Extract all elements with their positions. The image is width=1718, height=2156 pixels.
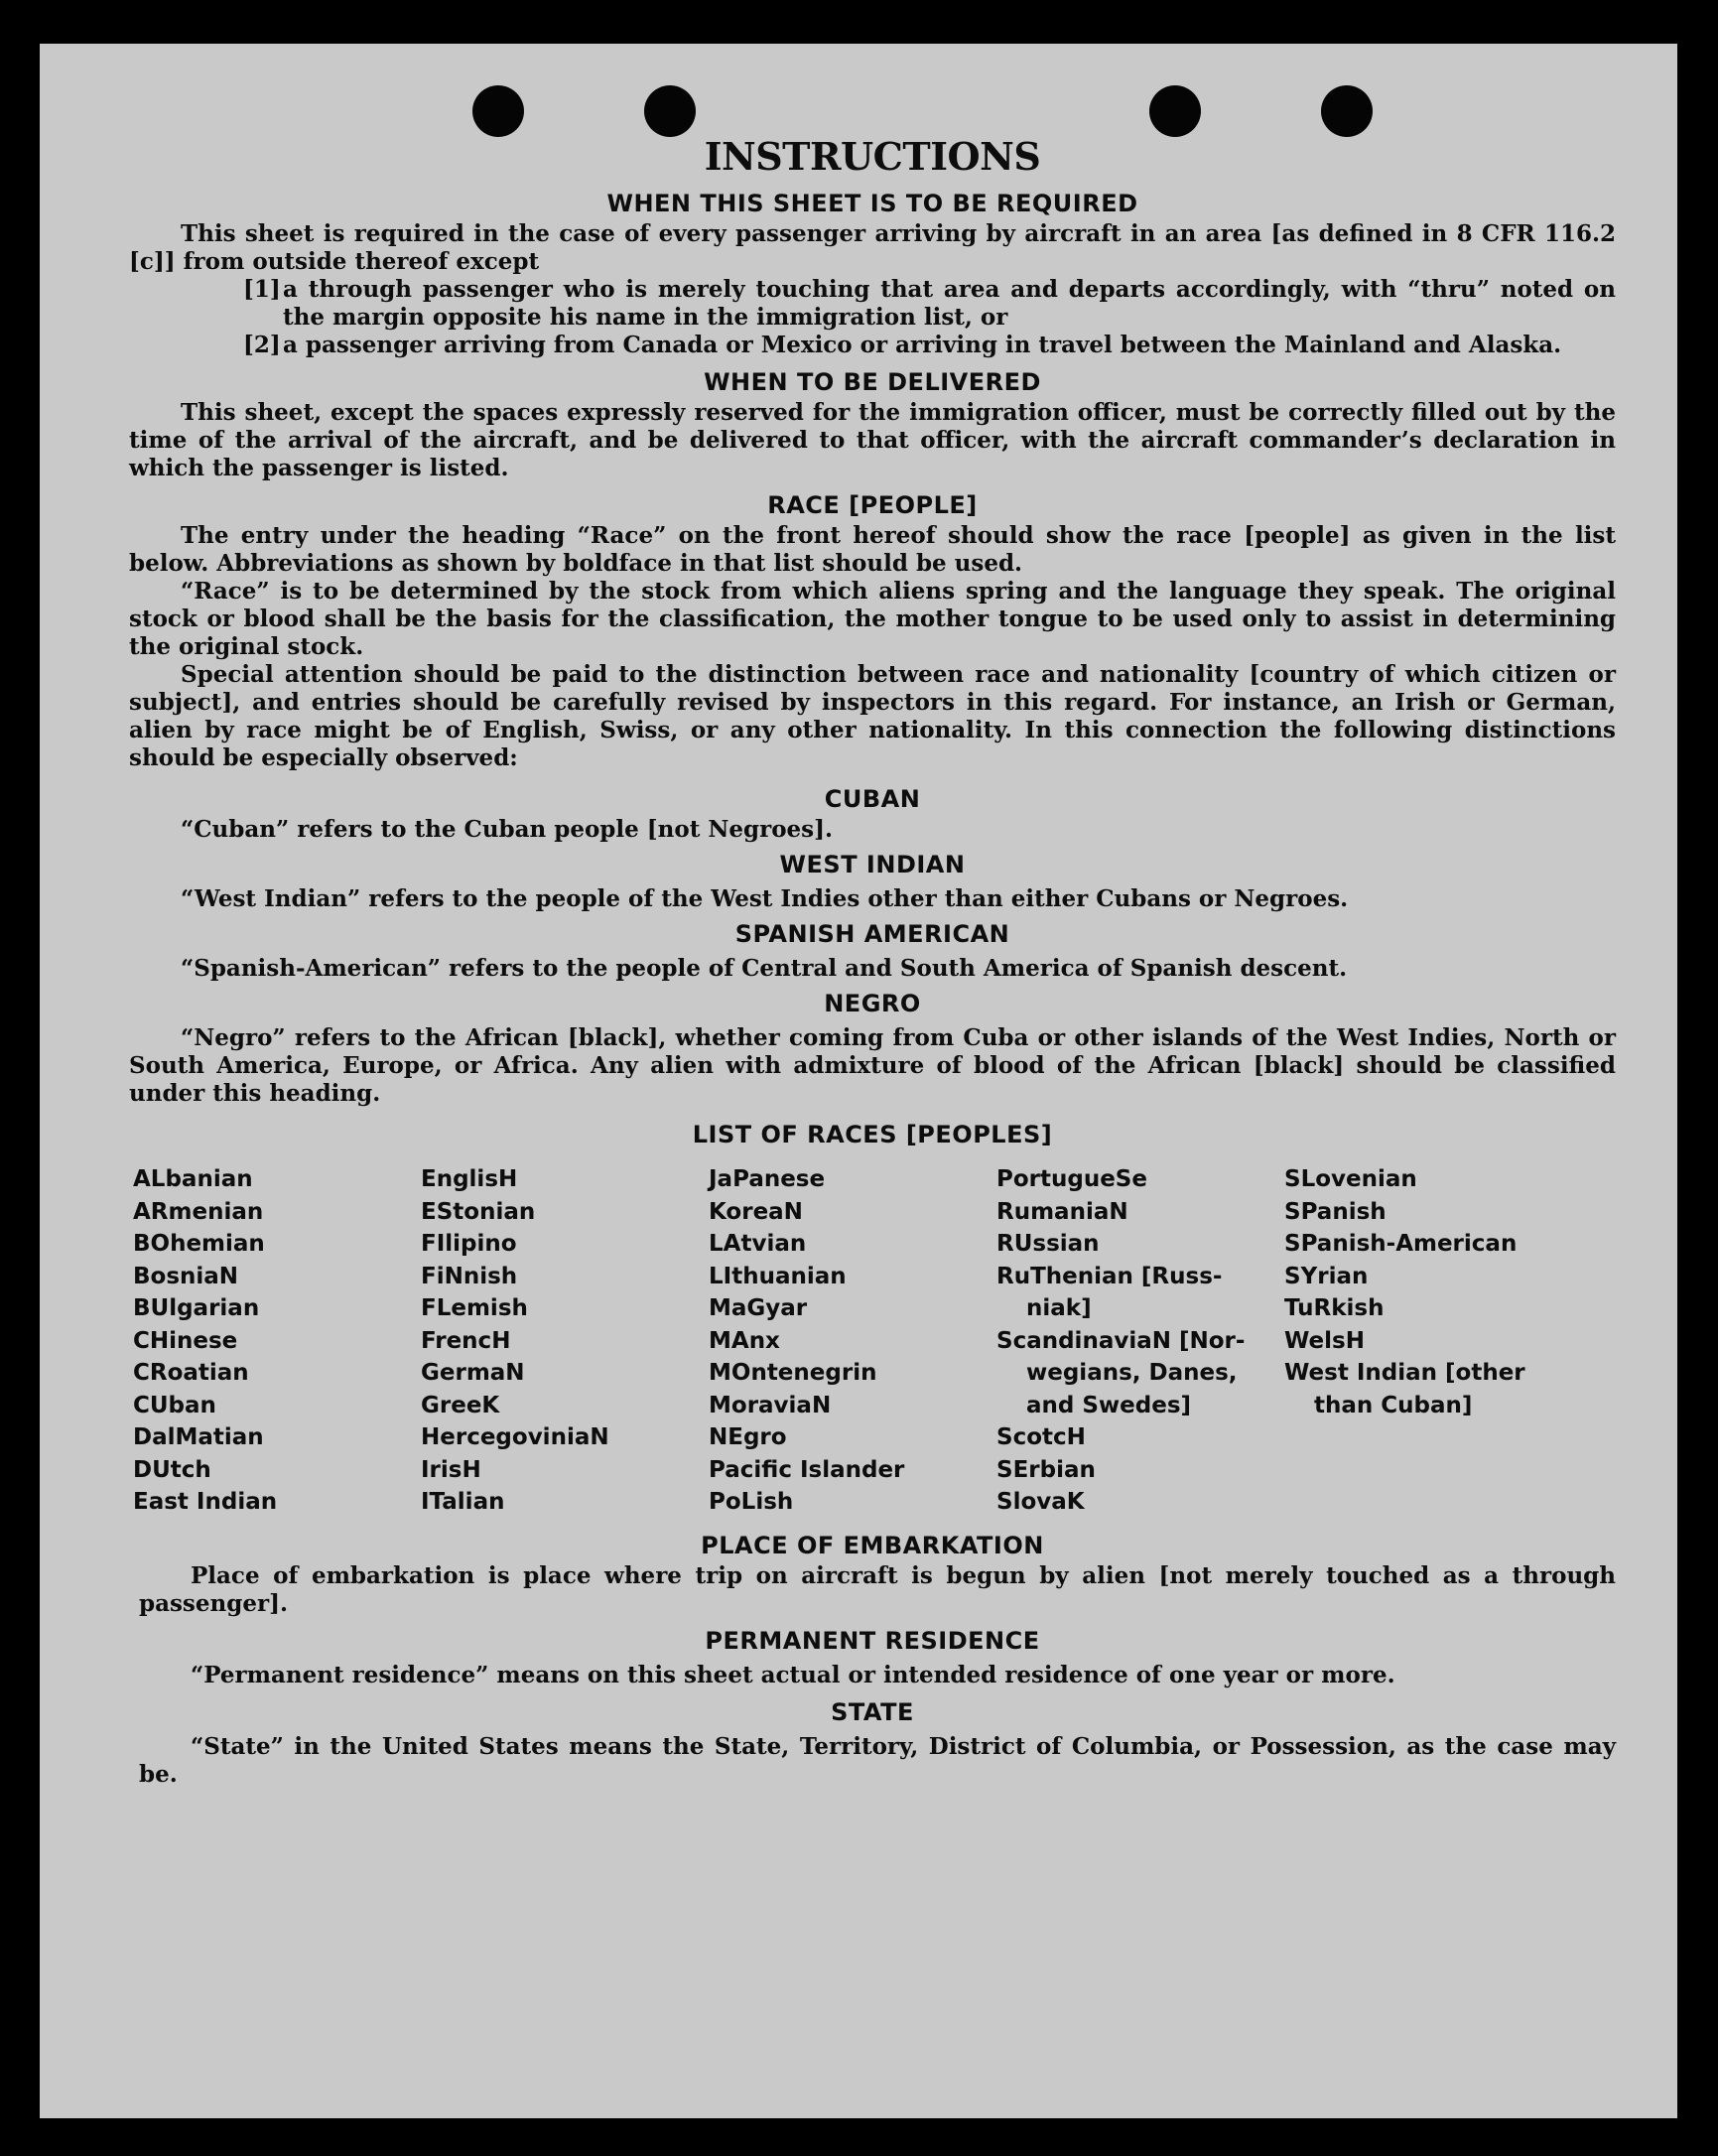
heading-delivered: WHEN TO BE DELIVERED — [704, 368, 1041, 396]
exception-text: a passenger arriving from Canada or Mexico or arriving in travel between the Mainland and Alaska. — [283, 332, 1562, 358]
negro-text: “Negro” refers to the African [black], whether coming from Cuba or other islands of the West Indies, North or South America, Europe, or Africa. Any alien with admixture of blood of the African [black] should be classified under this heading. — [129, 1024, 1616, 1107]
race-entry: MaGyar — [709, 1295, 808, 1321]
instructions-content — [129, 135, 1616, 1789]
punch-hole-3 — [1149, 85, 1201, 137]
race-entry: RumaniaN — [996, 1198, 1128, 1225]
race-entry: West Indian [other — [1284, 1360, 1525, 1386]
heading-race: RACE [PEOPLE] — [767, 491, 978, 519]
document-sheet — [40, 44, 1677, 2118]
race-entry: CRoatian — [133, 1360, 249, 1386]
races-column-2 — [421, 1163, 709, 1519]
race-entry: BUlgarian — [133, 1295, 260, 1321]
punch-hole-4 — [1321, 85, 1373, 137]
heading-negro: NEGRO — [824, 990, 921, 1017]
race-entry: CUban — [133, 1392, 216, 1418]
race-entry: FIlipino — [421, 1231, 517, 1257]
race-paragraph-3: Special attention should be paid to the distinction between race and nationality [country of which citizen or subject], and entries should be carefully revised by inspectors in this regard. For instance, an Irish or German, alien by race might be of English, Swiss, or any other nationality. In this connection the following distinctions should be especially observed: — [129, 661, 1616, 771]
race-entry: PortugueSe — [996, 1166, 1147, 1192]
race-entry: TuRkish — [1284, 1295, 1385, 1321]
races-list — [133, 1163, 1616, 1519]
race-entry: RuThenian [Russ- — [996, 1263, 1223, 1289]
heading-permanent-residence: PERMANENT RESIDENCE — [705, 1626, 1040, 1655]
heading-cuban: CUBAN — [824, 785, 921, 813]
heading-embarkation: PLACE OF EMBARKATION — [701, 1531, 1044, 1559]
race-entry: PoLish — [709, 1489, 794, 1515]
race-paragraph-1: The entry under the heading “Race” on the front hereof should show the race [people] as given in the list below. Abbreviations as shown by boldface in that list should be used. — [129, 522, 1616, 577]
race-entry: CHinese — [133, 1327, 238, 1354]
page-title: INSTRUCTIONS — [704, 134, 1041, 179]
race-entry: ITalian — [421, 1489, 505, 1515]
race-entry: East Indian — [133, 1489, 278, 1515]
race-entry: SErbian — [996, 1456, 1096, 1483]
heading-west-indian: WEST INDIAN — [779, 851, 966, 878]
race-entry: HercegoviniaN — [421, 1424, 609, 1450]
race-entry: DalMatian — [133, 1424, 264, 1450]
race-entry: SPanish — [1284, 1198, 1387, 1225]
race-entry: MAnx — [709, 1327, 780, 1354]
race-entry: IrisH — [421, 1456, 481, 1483]
race-entry: DUtch — [133, 1456, 211, 1483]
heading-state: STATE — [831, 1697, 914, 1726]
race-entry: ScotcH — [996, 1424, 1086, 1450]
race-entry: FiNnish — [421, 1263, 518, 1289]
race-entry: EnglisH — [421, 1166, 518, 1192]
races-column-3 — [709, 1163, 996, 1519]
required-intro: This sheet is required in the case of every passenger arriving by aircraft in an area [as defined in 8 CFR 116.2 [c]] from outside thereof except — [129, 220, 1616, 275]
spanish-american-text: “Spanish-American” refers to the people of Central and South America of Spanish descent. — [181, 955, 1348, 982]
race-entry: NEgro — [709, 1424, 787, 1450]
race-entry: SPanish-American — [1284, 1231, 1518, 1257]
race-entry: GreeK — [421, 1392, 500, 1418]
west-indian-text: “West Indian” refers to the people of the West Indies other than either Cubans or Negroes. — [181, 885, 1349, 912]
race-entry: Pacific Islander — [709, 1456, 905, 1483]
race-entry: FLemish — [421, 1295, 528, 1321]
punch-hole-1 — [472, 85, 524, 137]
state-text: “State” in the United States means the State, Territory, District of Columbia, or Possession, as the case may be. — [139, 1732, 1616, 1788]
heading-required: WHEN THIS SHEET IS TO BE REQUIRED — [606, 190, 1138, 217]
race-entry: MOntenegrin — [709, 1360, 877, 1386]
race-entry: KoreaN — [709, 1198, 803, 1225]
races-column-1 — [133, 1163, 421, 1519]
race-entry: SLovenian — [1284, 1166, 1417, 1192]
race-entry: ALbanian — [133, 1166, 253, 1192]
exception-item-2 — [243, 332, 1616, 359]
race-entry: JaPanese — [709, 1166, 826, 1192]
exception-num: [1] — [243, 276, 281, 303]
race-paragraph-2: “Race” is to be determined by the stock from which aliens spring and the language they speak. The original stock or blood shall be the basis for the classification, the mother tongue to be used only to assist in determining the original stock. — [129, 578, 1616, 660]
race-entry: GermaN — [421, 1360, 525, 1386]
race-entry-continued: and Swedes] — [1026, 1392, 1192, 1418]
race-entry: WelsH — [1284, 1327, 1365, 1354]
race-entry: ARmenian — [133, 1198, 264, 1225]
exception-item-1 — [243, 276, 1616, 332]
races-column-4 — [996, 1163, 1284, 1519]
race-entry: FrencH — [421, 1327, 511, 1354]
race-entry-continued: niak] — [1026, 1295, 1092, 1321]
delivered-text: This sheet, except the spaces expressly reserved for the immigration officer, must be correctly filled out by the time of the arrival of the aircraft, and be delivered to that officer, with the aircraft commander’s declaration in which the passenger is listed. — [129, 399, 1616, 481]
heading-list-of-races: LIST OF RACES [PEOPLES] — [692, 1121, 1053, 1148]
exception-num: [2] — [243, 332, 281, 358]
races-column-5 — [1284, 1163, 1572, 1519]
permanent-residence-text: “Permanent residence” means on this sheet actual or intended residence of one year or more. — [191, 1661, 1395, 1688]
race-entry: BOhemian — [133, 1231, 265, 1257]
race-entry: ScandinaviaN [Nor- — [996, 1327, 1246, 1354]
race-entry: RUssian — [996, 1231, 1100, 1257]
race-entry: MoraviaN — [709, 1392, 832, 1418]
race-entry-continued: than Cuban] — [1314, 1392, 1473, 1418]
race-entry-continued: wegians, Danes, — [1026, 1360, 1238, 1386]
race-entry: SYrian — [1284, 1263, 1369, 1289]
race-entry: SlovaK — [996, 1489, 1085, 1515]
exception-text: a through passenger who is merely touching that area and departs accordingly, with “thru” noted on the margin opposite his name in the immigration list, or — [283, 276, 1616, 331]
punch-hole-2 — [644, 85, 696, 137]
heading-spanish-american: SPANISH AMERICAN — [734, 920, 1010, 948]
cuban-text: “Cuban” refers to the Cuban people [not Negroes]. — [181, 816, 834, 843]
embarkation-text: Place of embarkation is place where trip on aircraft is begun by alien [not merely touched as a through passenger]. — [139, 1561, 1616, 1617]
race-entry: LAtvian — [709, 1231, 807, 1257]
race-entry: EStonian — [421, 1198, 536, 1225]
race-entry: BosniaN — [133, 1263, 239, 1289]
race-entry: LIthuanian — [709, 1263, 847, 1289]
